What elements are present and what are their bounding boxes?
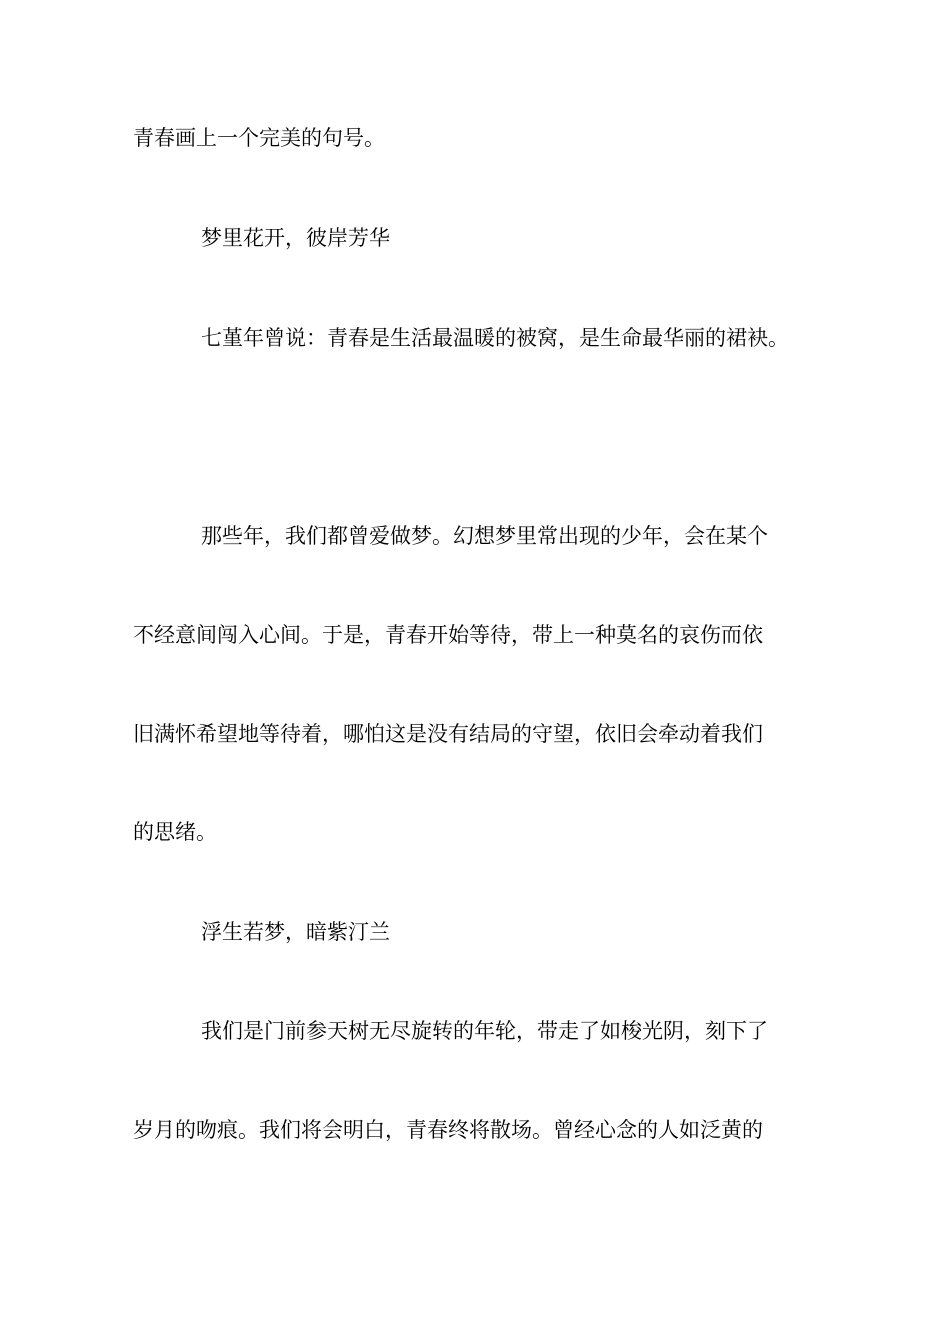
paragraph-line: 那些年，我们都曾爱做梦。幻想梦里常出现的少年，会在某个 xyxy=(201,524,768,548)
paragraph-line: 不经意间闯入心间。于是，青春开始等待，带上一种莫名的哀伤而依 xyxy=(133,623,763,647)
paragraph-line: 旧满怀希望地等待着，哪怕这是没有结局的守望，依旧会牵动着我们 xyxy=(133,722,763,746)
section-heading: 浮生若梦，暗紫汀兰 xyxy=(201,920,390,944)
paragraph-line: 七堇年曾说：青春是生活最温暖的被窝，是生命最华丽的裙袂。 xyxy=(201,326,789,350)
paragraph-line: 岁月的吻痕。我们将会明白，青春终将散场。曾经心念的人如泛黄的 xyxy=(133,1118,763,1142)
paragraph-line: 青春画上一个完美的句号。 xyxy=(133,126,385,150)
section-heading: 梦里花开，彼岸芳华 xyxy=(201,226,390,250)
paragraph-line: 的思绪。 xyxy=(133,820,217,844)
paragraph-line: 我们是门前参天树无尽旋转的年轮，带走了如梭光阴，刻下了 xyxy=(201,1019,768,1043)
